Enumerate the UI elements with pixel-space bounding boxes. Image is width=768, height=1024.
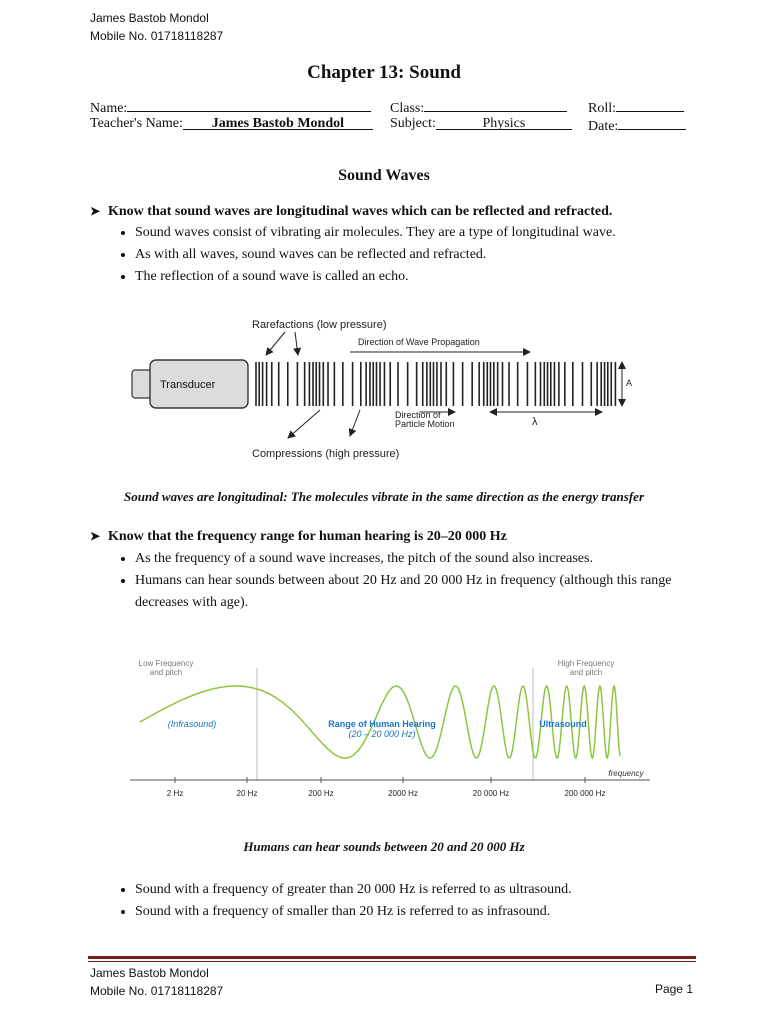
list-item: • Sound with a frequency of smaller than 20 Hz is referred to as infrasound.: [135, 901, 705, 923]
footer-rule-thin: [88, 961, 696, 962]
topic1-bullets: [113, 222, 705, 288]
high-frequency-label-2: and pitch: [569, 668, 603, 677]
page-footer: [90, 964, 223, 1000]
subject-value: Physics: [436, 115, 572, 130]
name-field: Name:: [90, 97, 371, 118]
amplitude-label: A: [626, 378, 633, 388]
low-frequency-label-2: and pitch: [149, 668, 183, 677]
roll-field: Roll:: [588, 97, 684, 118]
frequency-axis-label: frequency: [608, 769, 644, 778]
transducer-label: Transducer: [160, 379, 216, 391]
footer-rule-thick: [88, 956, 696, 959]
topic3-bullets: [113, 879, 705, 923]
teacher-value: James Bastob Mondol: [183, 115, 373, 130]
date-blank: [618, 115, 686, 130]
arrow-bullet-icon: ➤: [90, 529, 101, 543]
tick-label: 20 Hz: [236, 789, 258, 798]
section-title: Sound Waves: [338, 167, 430, 184]
list-item: • Humans can hear sounds between about 20 Hz and 20 000 Hz in frequency (although this range decreases with age).: [135, 570, 705, 614]
high-frequency-label-1: High Frequency: [557, 659, 615, 668]
class-field: Class:: [390, 97, 567, 118]
tick-label: 2000 Hz: [388, 789, 418, 798]
propagation-label: Direction of Wave Propagation: [358, 337, 480, 347]
topic2-bullets: [113, 548, 705, 614]
infrasound-label: (Infrasound): [167, 719, 217, 729]
particle-motion-label-2: Particle Motion: [395, 419, 455, 429]
list-item: • The reflection of a sound wave is called an echo.: [135, 266, 705, 288]
header-author: James Bastob Mondol: [90, 11, 209, 25]
footer-author: James Bastob Mondol: [90, 966, 209, 980]
list-item: • As the frequency of a sound wave increases, the pitch of the sound also increases.: [135, 548, 705, 570]
topic1-heading: ➤ Know that sound waves are longitudinal waves which can be reflected and refracted.: [90, 204, 613, 219]
figure2-caption: Humans can hear sounds between 20 and 20 000 Hz: [243, 839, 525, 854]
longitudinal-wave-diagram: [120, 310, 650, 470]
wave-lines: [256, 362, 615, 406]
figure1-caption: Sound waves are longitudinal: The molecules vibrate in the same direction as the energy transfer: [123, 489, 644, 504]
subject-field: Subject: Physics: [390, 115, 572, 133]
roll-blank: [616, 97, 684, 112]
list-item: • Sound with a frequency of greater than 20 000 Hz is referred to as ultrasound.: [135, 879, 705, 901]
rarefactions-label: Rarefactions (low pressure): [252, 319, 387, 331]
date-field: Date:: [588, 115, 686, 136]
compressions-label: Compressions (high pressure): [252, 448, 400, 460]
tick-label: 20 000 Hz: [472, 789, 510, 798]
ultrasound-label: Ultrasound: [539, 719, 587, 729]
list-item: • Sound waves consist of vibrating air molecules. They are a type of longitudinal wave.: [135, 222, 705, 244]
chapter-title: Chapter 13: Sound: [307, 62, 461, 83]
particle-motion-label-1: Direction of: [395, 410, 441, 420]
low-frequency-label-1: Low Frequency: [138, 659, 194, 668]
tick-label: 200 Hz: [308, 789, 334, 798]
hearing-range-label-1: Range of Human Hearing: [328, 719, 436, 729]
class-blank: [424, 97, 567, 112]
hearing-range-label-2: (20 – 20 000 Hz): [348, 729, 416, 739]
footer-mobile: Mobile No. 01718118287: [90, 984, 224, 998]
wavelength-label: λ: [532, 416, 538, 428]
page-number: Page 1: [654, 982, 693, 996]
tick-label: 200 000 Hz: [564, 789, 606, 798]
frequency-range-diagram: [120, 650, 660, 810]
header-mobile: Mobile No. 01718118287: [90, 29, 224, 43]
topic2-heading: ➤ Know that the frequency range for human hearing is 20–20 000 Hz: [90, 529, 507, 544]
teacher-field: Teacher's Name: James Bastob Mondol: [90, 115, 373, 133]
list-item: • As with all waves, sound waves can be reflected and refracted.: [135, 244, 705, 266]
tick-label: 2 Hz: [166, 789, 184, 798]
arrow-bullet-icon: ➤: [90, 204, 101, 218]
page-header: [90, 9, 223, 45]
name-blank: [127, 97, 371, 112]
